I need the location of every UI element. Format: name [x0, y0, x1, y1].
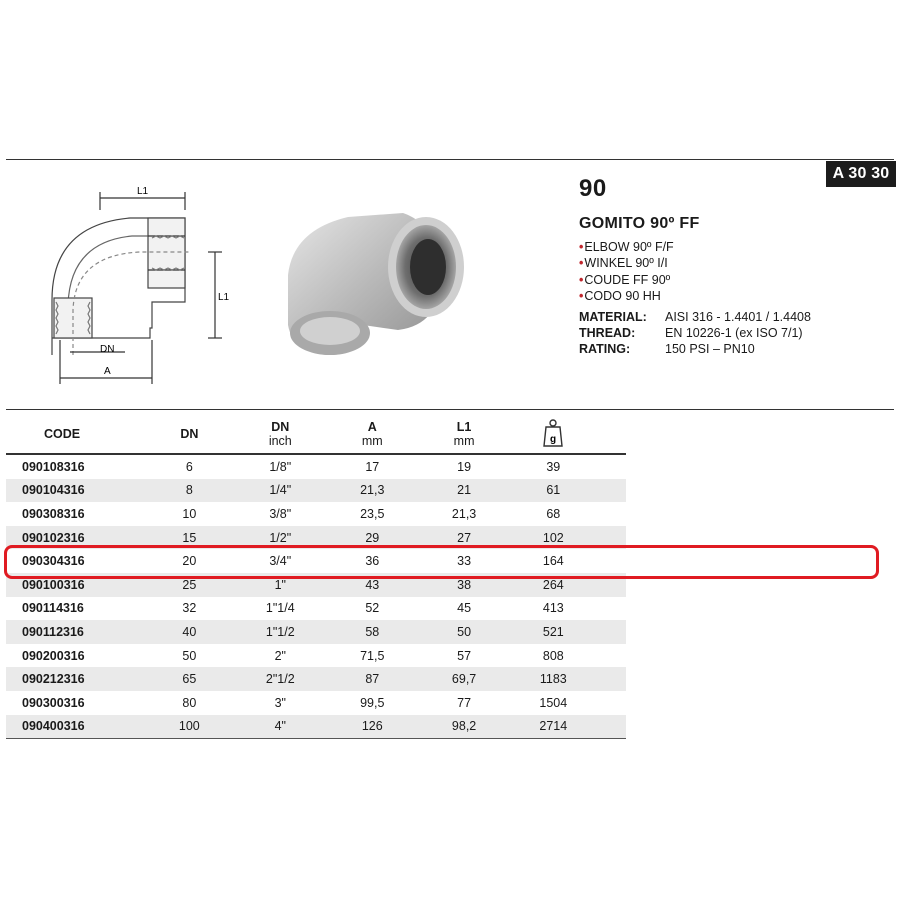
cell-a: 87	[326, 667, 418, 691]
cell-code: 090112316	[6, 620, 145, 644]
cell-dn: 80	[182, 695, 197, 710]
cell-l1: 77	[457, 695, 472, 710]
cell-dn: 6	[185, 459, 193, 474]
cell-dn-inch: 1"	[234, 573, 326, 597]
cell-dn-inch: 3/8"	[269, 506, 292, 521]
middle-divider	[6, 409, 894, 410]
cell-l1: 98,2	[418, 715, 510, 739]
cell-dn-inch: 1/8"	[269, 459, 292, 474]
cell-weight: 39	[546, 459, 561, 474]
highlight-box	[4, 545, 879, 579]
translations-list	[579, 239, 674, 304]
cell-code: 090102316	[6, 526, 145, 550]
col-code: CODE	[6, 415, 145, 454]
cell-dn: 25	[145, 573, 235, 597]
cell-l1: 21,3	[451, 506, 477, 521]
specs-block	[579, 309, 811, 357]
translation-item: •COUDE FF 90º	[579, 272, 671, 287]
cell-a: 99,5	[360, 695, 385, 710]
cell-dn: 40	[145, 620, 235, 644]
cell-l1: 45	[457, 601, 472, 616]
cell-dn-inch: 2"1/2	[234, 667, 326, 691]
cell-l1: 69,7	[418, 667, 510, 691]
cell-weight: 521	[510, 620, 597, 644]
cell-l1: 19	[457, 459, 472, 474]
cell-dn-inch: 4"	[234, 715, 326, 739]
cell-weight: 1504	[539, 695, 568, 710]
col-weight	[510, 415, 597, 454]
cell-code: 090400316	[6, 715, 145, 739]
cell-a: 23,5	[360, 506, 385, 521]
cell-a: 36	[365, 554, 380, 569]
cell-code: 090100316	[6, 573, 145, 597]
col-l1: L1 mm	[418, 415, 510, 454]
table-row	[6, 454, 626, 479]
cell-weight: 264	[510, 573, 597, 597]
product-code: 90	[579, 175, 607, 202]
cell-weight: 164	[542, 554, 564, 569]
translation-item: •ELBOW 90º F/F	[579, 240, 674, 254]
col-a: A mm	[326, 415, 418, 454]
cell-a: 126	[326, 715, 418, 739]
cell-dn-inch: 1/4"	[234, 479, 326, 503]
cell-code: 090104316	[6, 479, 145, 503]
cell-a: 52	[365, 601, 380, 616]
cell-dn: 20	[182, 554, 197, 569]
cell-a: 43	[326, 573, 418, 597]
translation-item: •WINKEL 90º I/I	[579, 256, 668, 271]
cell-dn: 32	[182, 601, 197, 616]
spec-thread: THREAD: EN 10226-1 (ex ISO 7/1)	[579, 326, 803, 340]
cell-weight: 61	[510, 479, 597, 503]
cell-dn-inch: 3/4"	[269, 554, 292, 569]
cell-dn: 10	[182, 506, 197, 521]
cell-dn: 100	[145, 715, 235, 739]
top-divider	[6, 159, 894, 160]
cell-a: 71,5	[360, 648, 385, 663]
table-row	[6, 715, 626, 739]
spec-material: MATERIAL: AISI 316 - 1.4401 / 1.4408	[579, 310, 811, 324]
cell-a: 17	[365, 459, 380, 474]
table-row	[6, 620, 626, 644]
cell-code: 090304316	[22, 554, 85, 569]
cell-code: 090108316	[22, 459, 85, 474]
translation-item: •CODO 90 HH	[579, 288, 661, 303]
cell-dn: 50	[182, 648, 197, 663]
cell-dn: 65	[145, 667, 235, 691]
cell-code: 090200316	[22, 648, 85, 663]
catalog-badge: A 30 30	[826, 161, 896, 187]
cell-l1: 50	[418, 620, 510, 644]
table-row	[6, 479, 626, 503]
cell-a: 58	[326, 620, 418, 644]
col-dn: DN	[145, 415, 235, 454]
cell-weight: 808	[542, 648, 564, 663]
product-name: GOMITO 90º FF	[579, 215, 700, 232]
cell-a: 29	[326, 526, 418, 550]
cell-weight: 1183	[510, 667, 597, 691]
cell-a: 21,3	[326, 479, 418, 503]
dim-l1-top: L1	[137, 186, 149, 197]
table-row	[6, 691, 626, 715]
cell-code: 090308316	[22, 506, 85, 521]
dim-l1-side: L1	[218, 292, 230, 303]
cell-l1: 33	[457, 554, 472, 569]
cell-weight: 2714	[510, 715, 597, 739]
cell-code: 090300316	[22, 695, 85, 710]
weight-icon	[542, 418, 564, 448]
cell-weight: 68	[546, 506, 561, 521]
dim-a: A	[104, 366, 111, 377]
cell-dn-inch: 1/2"	[234, 526, 326, 550]
table-row	[6, 644, 626, 668]
cell-dn: 8	[145, 479, 235, 503]
cell-dn-inch: 3"	[274, 695, 286, 710]
cell-weight: 102	[510, 526, 597, 550]
dim-dn: DN	[100, 344, 115, 355]
table-row	[6, 667, 626, 691]
cell-weight: 413	[542, 601, 564, 616]
cell-dn-inch: 1"1/2	[234, 620, 326, 644]
cell-dn-inch: 1"1/4	[265, 601, 295, 616]
table-row	[6, 502, 626, 526]
cell-dn: 15	[145, 526, 235, 550]
cell-l1: 38	[418, 573, 510, 597]
table-row	[6, 597, 626, 621]
cell-code: 090212316	[6, 667, 145, 691]
table-header-row	[6, 415, 626, 454]
spec-rating: RATING: 150 PSI – PN10	[579, 342, 755, 356]
technical-drawing	[40, 180, 240, 390]
cell-l1: 57	[457, 648, 472, 663]
cell-code: 090114316	[22, 601, 84, 616]
col-dn-inch: DN inch	[234, 415, 326, 454]
product-photo	[278, 205, 468, 365]
svg-text:g: g	[550, 433, 557, 445]
cell-l1: 21	[418, 479, 510, 503]
cell-l1: 27	[418, 526, 510, 550]
cell-dn-inch: 2"	[274, 648, 286, 663]
